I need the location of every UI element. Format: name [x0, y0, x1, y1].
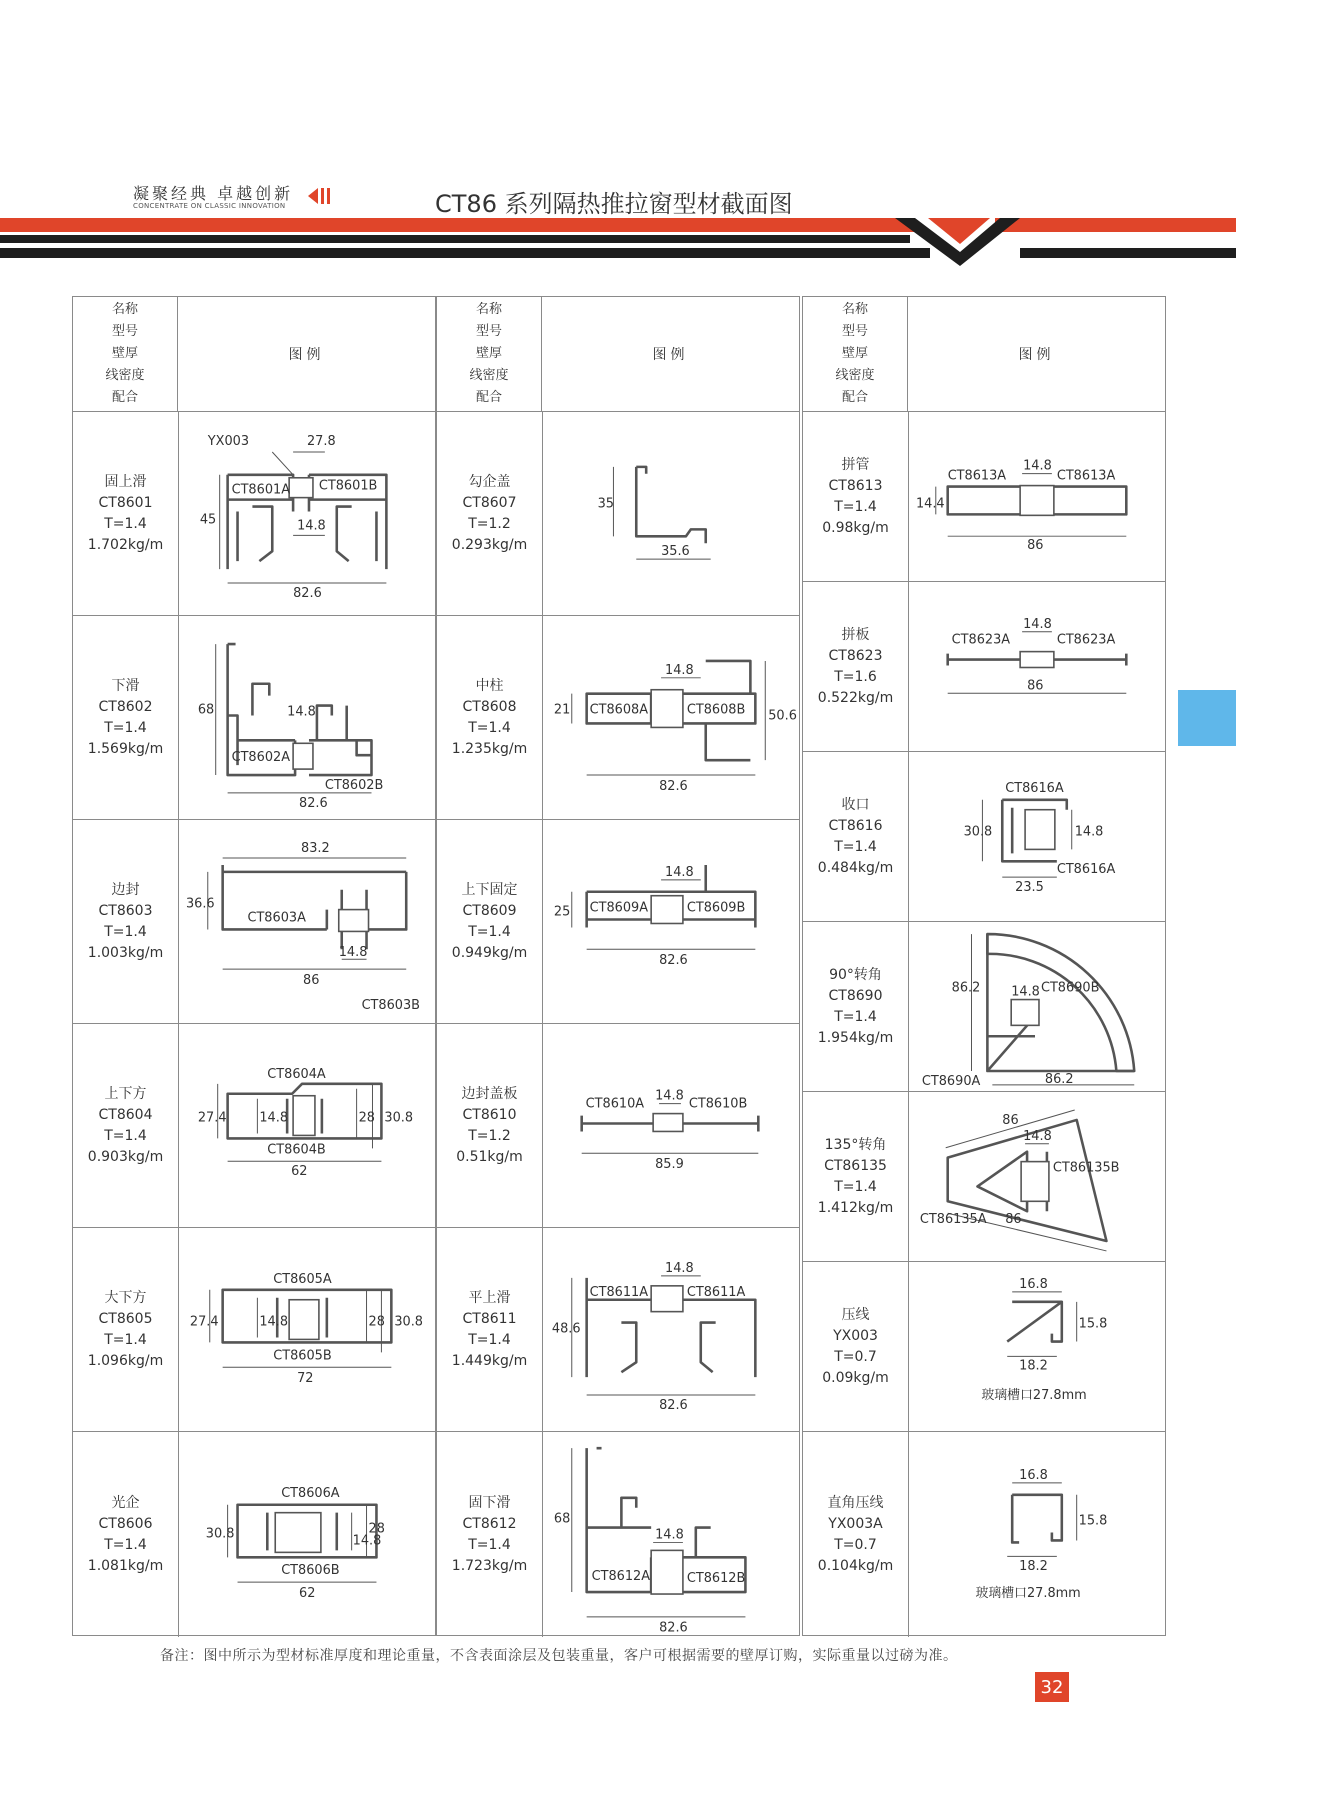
profile-drawing — [178, 412, 435, 615]
spec-code: CT8605 — [98, 1310, 153, 1327]
spec-thickness: T=1.4 — [834, 1178, 877, 1195]
dim-label: 30.8 — [963, 824, 993, 840]
dim-label: 14.8 — [352, 1533, 382, 1549]
spec-info — [73, 412, 179, 615]
part-label: CT8613A — [947, 468, 1007, 484]
dim-label: 86 — [1002, 1112, 1019, 1128]
label-model: 型号 — [111, 324, 138, 339]
section-ct8690 — [908, 922, 1165, 1091]
dim-label: 45 — [199, 512, 217, 528]
profile-drawing — [178, 1024, 435, 1227]
dim-label: 86 — [1027, 678, 1044, 694]
spec-code: CT8604 — [98, 1106, 153, 1123]
section-ct8602 — [178, 616, 435, 819]
spec-thickness: T=1.4 — [468, 1331, 511, 1348]
spec-name: 135°转角 — [824, 1136, 887, 1153]
dim-label: 86.2 — [1044, 1071, 1074, 1087]
spec-info — [73, 820, 179, 1023]
page-number: 32 — [1035, 1672, 1069, 1702]
part-label: CT8610B — [688, 1096, 748, 1112]
part-label: CT8690B — [1040, 980, 1100, 996]
section-ct8612 — [542, 1432, 799, 1637]
label-thickness: 壁厚 — [111, 346, 138, 361]
label-density: 线密度 — [105, 368, 145, 383]
section-ct8601 — [178, 412, 435, 615]
dim-label: 83.2 — [301, 841, 330, 857]
spec-thickness: T=1.4 — [104, 1536, 147, 1553]
spec-name: 平上滑 — [468, 1289, 511, 1306]
spec-row-yx003 — [803, 1262, 1165, 1432]
spec-info — [803, 1432, 909, 1637]
dim-label: 28 — [368, 1314, 385, 1330]
dim-label: 14.8 — [655, 1088, 684, 1104]
dim-label: 16.8 — [1019, 1467, 1048, 1483]
dim-label: 48.6 — [551, 1321, 581, 1337]
dim-label: 82.6 — [659, 1397, 688, 1413]
section-ct86135 — [908, 1092, 1165, 1261]
part-label: CT8611A — [589, 1284, 649, 1300]
header-band — [0, 208, 1317, 268]
note-label: 玻璃槽口27.8mm — [981, 1388, 1087, 1404]
label-name: 名称 — [111, 302, 138, 317]
spec-info — [803, 1262, 909, 1431]
spec-row-ct8601 — [73, 412, 435, 616]
profile-drawing — [542, 820, 799, 1023]
dim-label: 28 — [368, 1521, 385, 1537]
spec-name: 90°转角 — [829, 966, 882, 983]
dim-label: 86 — [303, 973, 320, 989]
dim-label: 82.6 — [659, 953, 688, 969]
page-title: CT86 系列隔热推拉窗型材截面图 — [435, 190, 793, 218]
spec-thickness: T=1.4 — [468, 719, 511, 736]
dim-label: 18.2 — [1019, 1358, 1048, 1374]
spec-thickness: T=1.4 — [104, 923, 147, 940]
dim-label: 27.8 — [306, 434, 336, 450]
spec-code: CT8609 — [462, 902, 517, 919]
label-thickness: 壁厚 — [475, 346, 502, 361]
note-label: 玻璃槽口27.8mm — [975, 1586, 1081, 1602]
part-label: CT8604B — [267, 1142, 326, 1158]
part-label: CT8616A — [1005, 780, 1064, 796]
spec-code: CT8610 — [462, 1106, 517, 1123]
profile-drawing — [542, 616, 799, 819]
part-label: CT8608B — [686, 702, 746, 718]
spec-info — [803, 752, 909, 921]
section-ct8610 — [542, 1024, 799, 1227]
part-label: CT8690A — [921, 1073, 981, 1089]
spec-info — [437, 1024, 543, 1227]
header-labels — [437, 297, 542, 412]
spec-info — [73, 1228, 179, 1431]
profile-drawing — [908, 1262, 1165, 1431]
label-fit: 配合 — [475, 390, 502, 405]
spec-thickness: T=1.2 — [468, 515, 511, 532]
section-ct8609 — [542, 820, 799, 1023]
part-label: CT8604A — [267, 1066, 326, 1082]
dim-label: 35 — [597, 496, 614, 512]
brand-arrow-icon — [308, 186, 332, 206]
spec-density: 1.003kg/m — [87, 944, 164, 961]
section-ct8623 — [908, 582, 1165, 751]
spec-row-ct8616 — [803, 752, 1165, 922]
spec-code: CT8616 — [828, 817, 883, 834]
spec-density: 0.522kg/m — [817, 689, 894, 706]
dim-label: 82.6 — [293, 585, 322, 601]
profile-drawing — [908, 1432, 1165, 1637]
part-label: CT8610A — [585, 1096, 645, 1112]
spec-row-ct8603 — [73, 820, 435, 1024]
spec-row-ct8611 — [437, 1228, 799, 1432]
spec-density: 1.412kg/m — [817, 1199, 894, 1216]
dim-label: 18.2 — [1019, 1559, 1048, 1575]
spec-code: CT8607 — [462, 494, 517, 511]
spec-info — [437, 616, 543, 819]
dim-label: 36.6 — [185, 896, 215, 912]
dim-label: 14.8 — [338, 945, 368, 961]
spec-info — [73, 616, 179, 819]
spec-row-ct8610 — [437, 1024, 799, 1228]
dim-label: 27.4 — [197, 1110, 227, 1126]
dim-label: 68 — [553, 1511, 571, 1527]
dim-label: 28 — [358, 1110, 375, 1126]
spec-name: 中柱 — [475, 677, 504, 694]
section-ct8604 — [178, 1024, 435, 1227]
spec-row-ct8606 — [73, 1432, 435, 1637]
dim-label: 14.8 — [259, 1110, 289, 1126]
dim-label: 14.8 — [665, 864, 694, 880]
spec-thickness: T=1.4 — [104, 515, 147, 532]
profile-drawing — [908, 922, 1165, 1091]
spec-name: 拼板 — [841, 626, 870, 643]
dim-label: 14.8 — [1023, 458, 1052, 474]
dim-label: 85.9 — [655, 1157, 684, 1173]
spec-code: CT8613 — [828, 477, 883, 494]
part-label: CT8603B — [361, 997, 421, 1013]
dim-label: 14.8 — [665, 1260, 694, 1276]
spec-code: YX003 — [833, 1327, 878, 1344]
dim-label: 35.6 — [661, 544, 690, 560]
header-labels — [73, 297, 178, 412]
spec-density: 1.449kg/m — [451, 1352, 528, 1369]
spec-row-ct8690 — [803, 922, 1165, 1092]
part-label: CT8612A — [591, 1569, 651, 1585]
spec-density: 1.569kg/m — [87, 740, 164, 757]
spec-column-2 — [436, 296, 800, 1636]
dim-label: 50.6 — [768, 708, 797, 724]
spec-density: 0.949kg/m — [451, 944, 528, 961]
section-ct8611 — [542, 1228, 799, 1431]
profile-drawing — [908, 412, 1165, 581]
spec-name: 上下固定 — [461, 881, 518, 898]
spec-name: 直角压线 — [827, 1494, 884, 1511]
spec-info — [73, 1024, 179, 1227]
spec-density: 0.104kg/m — [817, 1557, 894, 1574]
spec-code: CT8611 — [462, 1310, 517, 1327]
spec-row-ct8623 — [803, 582, 1165, 752]
spec-thickness: T=0.7 — [834, 1348, 877, 1365]
spec-name: 固下滑 — [468, 1494, 511, 1511]
spec-thickness: T=1.4 — [834, 1008, 877, 1025]
spec-column-3 — [802, 296, 1166, 1636]
dim-label: 14.8 — [1023, 616, 1052, 632]
spec-code: CT86135 — [824, 1157, 887, 1174]
profile-drawing — [178, 820, 435, 1023]
brand-slogan-cn: 凝聚经典 卓越创新 — [133, 184, 294, 203]
spec-density: 1.081kg/m — [87, 1557, 164, 1574]
dim-label: 86.2 — [951, 980, 981, 996]
spec-row-ct86135 — [803, 1092, 1165, 1262]
spec-row-yx003a — [803, 1432, 1165, 1637]
spec-name: 下滑 — [111, 677, 140, 694]
spec-info — [437, 412, 543, 615]
spec-thickness: T=1.2 — [468, 1127, 511, 1144]
section-ct8606 — [178, 1432, 435, 1637]
profile-drawing — [178, 616, 435, 819]
spec-code: CT8690 — [828, 987, 883, 1004]
spec-name: 边封盖板 — [461, 1085, 518, 1102]
part-label: CT8609B — [686, 900, 746, 916]
dim-label: 14.8 — [1023, 1128, 1052, 1144]
label-density: 线密度 — [469, 368, 509, 383]
dim-label: 14.8 — [297, 518, 326, 534]
header-labels — [803, 297, 908, 412]
spec-thickness: T=1.4 — [104, 1331, 147, 1348]
dim-label: 14.8 — [1011, 984, 1040, 1000]
spec-name: 收口 — [841, 796, 870, 813]
dim-label: 30.8 — [205, 1526, 235, 1542]
spec-thickness: T=0.7 — [834, 1536, 877, 1553]
spec-thickness: T=1.6 — [834, 668, 877, 685]
part-label: CT8601B — [318, 478, 378, 494]
spec-thickness: T=1.4 — [104, 1127, 147, 1144]
section-ct8613 — [908, 412, 1165, 581]
spec-info — [803, 922, 909, 1091]
profile-drawing — [542, 1228, 799, 1431]
spec-row-ct8608 — [437, 616, 799, 820]
dim-label: 30.8 — [384, 1110, 414, 1126]
label-model: 型号 — [475, 324, 502, 339]
part-label: CT8602A — [231, 750, 291, 766]
part-label: CT8601A — [231, 482, 291, 498]
dim-label: 14.8 — [287, 704, 316, 720]
section-ct8608 — [542, 616, 799, 819]
header-legend: 图例 — [542, 297, 799, 412]
dim-label: 14.4 — [915, 496, 945, 512]
spec-name: 光企 — [111, 1494, 140, 1511]
spec-density: 0.09kg/m — [822, 1369, 889, 1386]
spec-name: 上下方 — [104, 1085, 147, 1102]
section-ct8603 — [178, 820, 435, 1023]
header-legend: 图例 — [908, 297, 1165, 412]
dim-label: 15.8 — [1078, 1316, 1108, 1332]
brand-slogan-en: CONCENTRATE ON CLASSIC INNOVATION — [133, 202, 286, 210]
label-name: 名称 — [841, 302, 868, 317]
spec-density: 1.702kg/m — [87, 536, 164, 553]
dim-label: 25 — [553, 904, 571, 920]
spec-code: CT8608 — [462, 698, 517, 715]
spec-thickness: T=1.4 — [468, 1536, 511, 1553]
section-ct8605 — [178, 1228, 435, 1431]
dim-label: 15.8 — [1078, 1513, 1108, 1529]
part-label: CT8606A — [281, 1485, 340, 1501]
header-legend: 图例 — [178, 297, 435, 412]
spec-density: 0.484kg/m — [817, 859, 894, 876]
dim-label: YX003 — [207, 434, 250, 450]
part-label: CT8613A — [1056, 468, 1116, 484]
spec-name: 拼管 — [841, 456, 870, 473]
spec-code: YX003A — [828, 1515, 883, 1532]
part-label: CT8602B — [324, 777, 384, 793]
spec-column-1 — [72, 296, 436, 1636]
profile-drawing — [908, 582, 1165, 751]
spec-row-ct8609 — [437, 820, 799, 1024]
part-label: CT86135A — [919, 1212, 987, 1228]
part-label: CT8623A — [951, 632, 1011, 648]
spec-name: 大下方 — [104, 1289, 147, 1306]
label-fit: 配合 — [841, 390, 868, 405]
dim-label: 82.6 — [659, 778, 688, 794]
part-label: CT8608A — [589, 702, 649, 718]
spec-thickness: T=1.4 — [468, 923, 511, 940]
spec-info — [437, 1228, 543, 1431]
dim-label: 30.8 — [394, 1314, 423, 1330]
spec-density: 1.096kg/m — [87, 1352, 164, 1369]
profile-drawing — [178, 1432, 435, 1637]
spec-density: 0.293kg/m — [451, 536, 528, 553]
spec-code: CT8603 — [98, 902, 153, 919]
label-density: 线密度 — [835, 368, 875, 383]
spec-name: 固上滑 — [104, 473, 147, 490]
dim-label: 14.8 — [259, 1314, 289, 1330]
dim-label: 14.8 — [1074, 824, 1104, 840]
spec-info — [73, 1432, 179, 1637]
spec-row-ct8613 — [803, 412, 1165, 582]
part-label: CT8616A — [1056, 862, 1116, 878]
spec-row-ct8604 — [73, 1024, 435, 1228]
dim-label: 82.6 — [659, 1620, 688, 1636]
profile-drawing — [542, 1024, 799, 1227]
spec-info — [803, 582, 909, 751]
section-yx003a — [908, 1432, 1165, 1637]
spec-thickness: T=1.4 — [104, 719, 147, 736]
label-thickness: 壁厚 — [841, 346, 868, 361]
dim-label: 16.8 — [1019, 1276, 1048, 1292]
dim-label: 23.5 — [1015, 880, 1044, 896]
spec-density: 0.51kg/m — [456, 1148, 523, 1165]
section-ct8616 — [908, 752, 1165, 921]
dim-label: 86 — [1027, 538, 1044, 554]
spec-row-ct8605 — [73, 1228, 435, 1432]
spec-thickness: T=1.4 — [834, 838, 877, 855]
spec-thickness: T=1.4 — [834, 498, 877, 515]
spec-density: 1.954kg/m — [817, 1029, 894, 1046]
dim-label: 62 — [299, 1586, 316, 1602]
spec-code: CT8606 — [98, 1515, 153, 1532]
spec-row-ct8602 — [73, 616, 435, 820]
part-label: CT86135B — [1052, 1160, 1120, 1176]
profile-drawing — [542, 1432, 799, 1637]
section-ct8607 — [542, 412, 799, 615]
spec-row-ct8612 — [437, 1432, 799, 1637]
spec-code: CT8623 — [828, 647, 883, 664]
spec-density: 1.723kg/m — [451, 1557, 528, 1574]
dim-label: 86 — [1005, 1212, 1022, 1228]
dim-label: 14.8 — [665, 662, 694, 678]
profile-drawing — [908, 752, 1165, 921]
dim-label: 72 — [297, 1371, 314, 1387]
spec-density: 0.903kg/m — [87, 1148, 164, 1165]
label-name: 名称 — [475, 302, 502, 317]
spec-code: CT8601 — [98, 494, 153, 511]
spec-name: 压线 — [841, 1306, 870, 1323]
spec-code: CT8612 — [462, 1515, 517, 1532]
part-label: CT8609A — [589, 900, 649, 916]
spec-code: CT8602 — [98, 698, 153, 715]
profile-drawing — [908, 1092, 1165, 1261]
profile-drawing — [542, 412, 799, 615]
side-tab — [1178, 690, 1236, 746]
spec-density: 1.235kg/m — [451, 740, 528, 757]
section-yx003 — [908, 1262, 1165, 1431]
spec-density: 0.98kg/m — [822, 519, 889, 536]
part-label: CT8612B — [686, 1571, 746, 1587]
part-label: CT8605A — [273, 1271, 332, 1287]
spec-name: 边封 — [111, 881, 140, 898]
part-label: CT8623A — [1056, 632, 1116, 648]
dim-label: 21 — [553, 702, 571, 718]
spec-info — [437, 1432, 543, 1637]
label-fit: 配合 — [111, 390, 138, 405]
spec-info — [437, 820, 543, 1023]
dim-label: 62 — [291, 1164, 308, 1180]
dim-label: 14.8 — [655, 1527, 684, 1543]
spec-name: 勾企盖 — [468, 473, 511, 490]
spec-row-ct8607 — [437, 412, 799, 616]
spec-info — [803, 412, 909, 581]
dim-label: 68 — [197, 702, 215, 718]
label-model: 型号 — [841, 324, 868, 339]
part-label: CT8611A — [686, 1284, 746, 1300]
part-label: CT8605B — [273, 1348, 332, 1364]
footnote: 备注：图中所示为型材标准厚度和理论重量，不含表面涂层及包装重量，客户可根据需要的壁厚订购，实际重量以过磅为准。 — [160, 1648, 958, 1664]
part-label: CT8606B — [281, 1563, 340, 1579]
dim-label: 82.6 — [299, 795, 328, 811]
part-label: CT8603A — [247, 910, 306, 926]
profile-drawing — [178, 1228, 435, 1431]
spec-info — [803, 1092, 909, 1261]
dim-label: 27.4 — [189, 1314, 219, 1330]
